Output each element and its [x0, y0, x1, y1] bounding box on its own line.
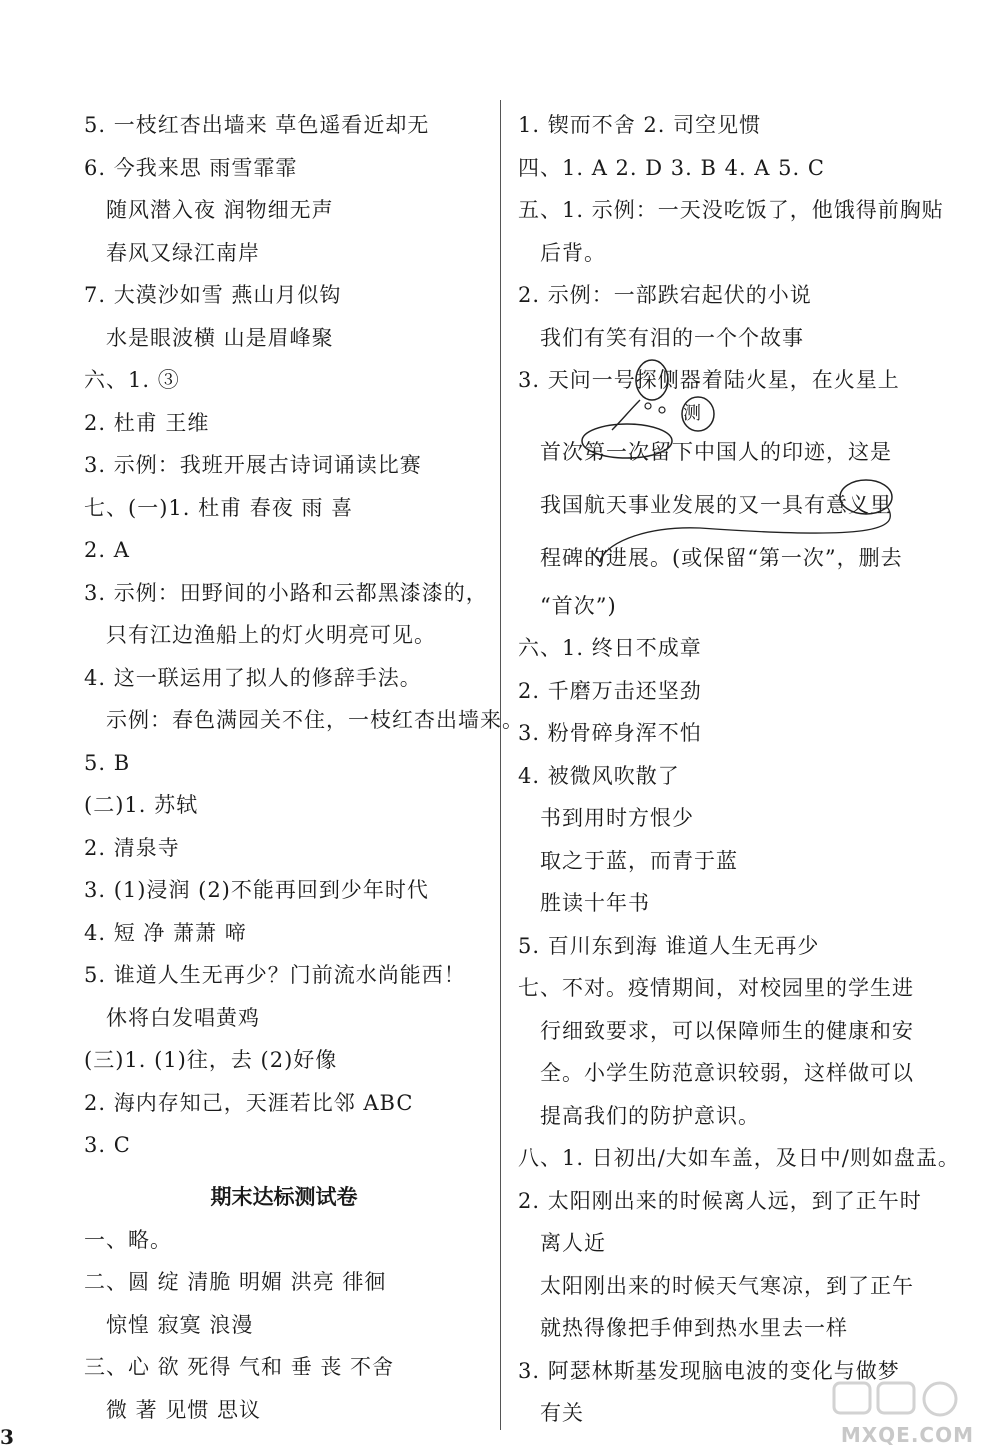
right-column	[518, 104, 960, 1435]
answer-line: 2. 太阳刚出来的时候离人远，到了正午时	[518, 1188, 922, 1213]
answer-line: 我国航天事业发展的又一具有意义里	[540, 492, 892, 517]
answer-line: 3. C	[84, 1133, 131, 1157]
answer-line: 离人近	[540, 1231, 606, 1255]
answer-line: 5. 谁道人生无再少？门前流水尚能西！	[84, 963, 466, 987]
section-title: 期末达标测试卷	[210, 1184, 358, 1209]
answer-line: 4. 被微风吹散了	[518, 763, 680, 788]
answer-line: 三、心 欲 死得 气和 垂 丧 不舍	[84, 1355, 395, 1379]
answer-line: 2. 清泉寺	[84, 835, 180, 860]
answer-line: 6. 今我来思 雨雪霏霏	[84, 155, 298, 180]
answer-line: 后背。	[540, 240, 606, 265]
answer-line: 四、1. A 2. D 3. B 4. A 5. C	[518, 155, 825, 180]
answer-line: 微 著 见惯 思议	[106, 1397, 262, 1422]
answer-line: 5. 一枝红杏出墙来 草色遥看近却无	[84, 113, 430, 137]
answer-line: 2. A	[84, 538, 130, 562]
answer-line: 3. 示例：我班开展古诗词诵读比赛	[84, 453, 422, 477]
answer-line: 4. 短 净 萧萧 啼	[84, 920, 247, 945]
answer-line: 5. 百川东到海 谁道人生无再少	[518, 933, 820, 958]
answer-line: 一、略。	[84, 1227, 172, 1252]
answer-line: 全。小学生防范意识较弱，这样做可以	[540, 1061, 914, 1085]
answer-line: 六、1. 终日不成章	[518, 636, 702, 660]
answer-line: 行细致要求，可以保障师生的健康和安	[540, 1018, 914, 1043]
answer-line: 二、圆 绽 清脆 明媚 洪亮 徘徊	[84, 1270, 387, 1294]
answer-line: 水是眼波横 山是眉峰聚	[106, 325, 334, 350]
answer-line: 7. 大漠沙如雪 燕山月似钩	[84, 283, 342, 307]
answer-line: 六、1. ③	[84, 368, 180, 392]
answer-line: (三)1. (1)往，去 (2)好像	[84, 1048, 338, 1072]
answer-line: 5. B	[84, 750, 131, 775]
answer-line: 提高我们的防护意识。	[540, 1103, 760, 1128]
answer-line: 3. 阿瑟林斯基发现脑电波的变化与做梦	[518, 1358, 900, 1383]
answer-line: 3. 天问一号探侧器着陆火星，在火星上	[518, 368, 900, 392]
answer-line: “首次”)	[540, 593, 617, 618]
answer-line: 首次第一次留下中国人的印迹，这是	[540, 439, 892, 464]
answer-line: 有关	[540, 1401, 584, 1425]
column-divider	[500, 100, 501, 1430]
answer-line: 取之于蓝，而青于蓝	[540, 848, 738, 873]
answer-line: 2. 示例：一部跌宕起伏的小说	[518, 283, 812, 307]
answer-line: 惊惶 寂寞 浪漫	[106, 1312, 254, 1337]
answer-line: 五、1. 示例：一天没吃饭了，他饿得前胸贴	[518, 198, 944, 222]
answer-line: 书到用时方恨少	[540, 806, 694, 830]
answer-line: 2. 千磨万击还坚劲	[518, 678, 702, 703]
answer-line: 4. 这一联运用了拟人的修辞手法。	[84, 665, 422, 690]
answer-line: 1. 锲而不舍 2. 司空见惯	[518, 113, 762, 137]
answer-line: 3. 粉骨碎身浑不怕	[518, 721, 702, 745]
watermark-text: MXQE.COM	[840, 1423, 974, 1447]
answer-line: 八、1. 日初出/大如车盖，及日中/则如盘盂。	[518, 1146, 960, 1170]
page-number: 3	[0, 1425, 14, 1449]
correction-insert: 测	[683, 402, 702, 424]
answer-line: 春风又绿江南岸	[106, 240, 260, 265]
answer-line: 太阳刚出来的时候天气寒凉，到了正午	[540, 1273, 914, 1298]
answer-line: 七、不对。疫情期间，对校园里的学生进	[518, 976, 914, 1000]
answer-line: (二)1. 苏轼	[84, 793, 199, 817]
answer-line: 胜读十年书	[540, 891, 650, 915]
answer-line: 七、(一)1. 杜甫 春夜 雨 喜	[84, 495, 354, 520]
answer-line: 示例：春色满园关不住，一枝红杏出墙来。	[106, 708, 524, 732]
answer-line: 只有江边渔船上的灯火明亮可见。	[106, 623, 436, 647]
answer-line: 3. (1)浸润 (2)不能再回到少年时代	[84, 878, 429, 902]
answer-line: 随风潜入夜 润物细无声	[106, 198, 334, 222]
answer-line: 3. 示例：田野间的小路和云都黑漆漆的，	[84, 580, 488, 605]
left-column	[84, 104, 524, 1431]
answer-line: 我们有笑有泪的一个个故事	[540, 325, 804, 350]
answer-line: 休将白发唱黄鸡	[106, 1005, 260, 1030]
answer-line: 2. 海内存知己，天涯若比邻 ABC	[84, 1090, 414, 1115]
answer-line: 就热得像把手伸到热水里去一样	[540, 1316, 848, 1340]
answer-line: 2. 杜甫 王维	[84, 410, 210, 435]
answer-line: 程碑的进展。(或保留“第一次”，删去	[540, 545, 903, 570]
